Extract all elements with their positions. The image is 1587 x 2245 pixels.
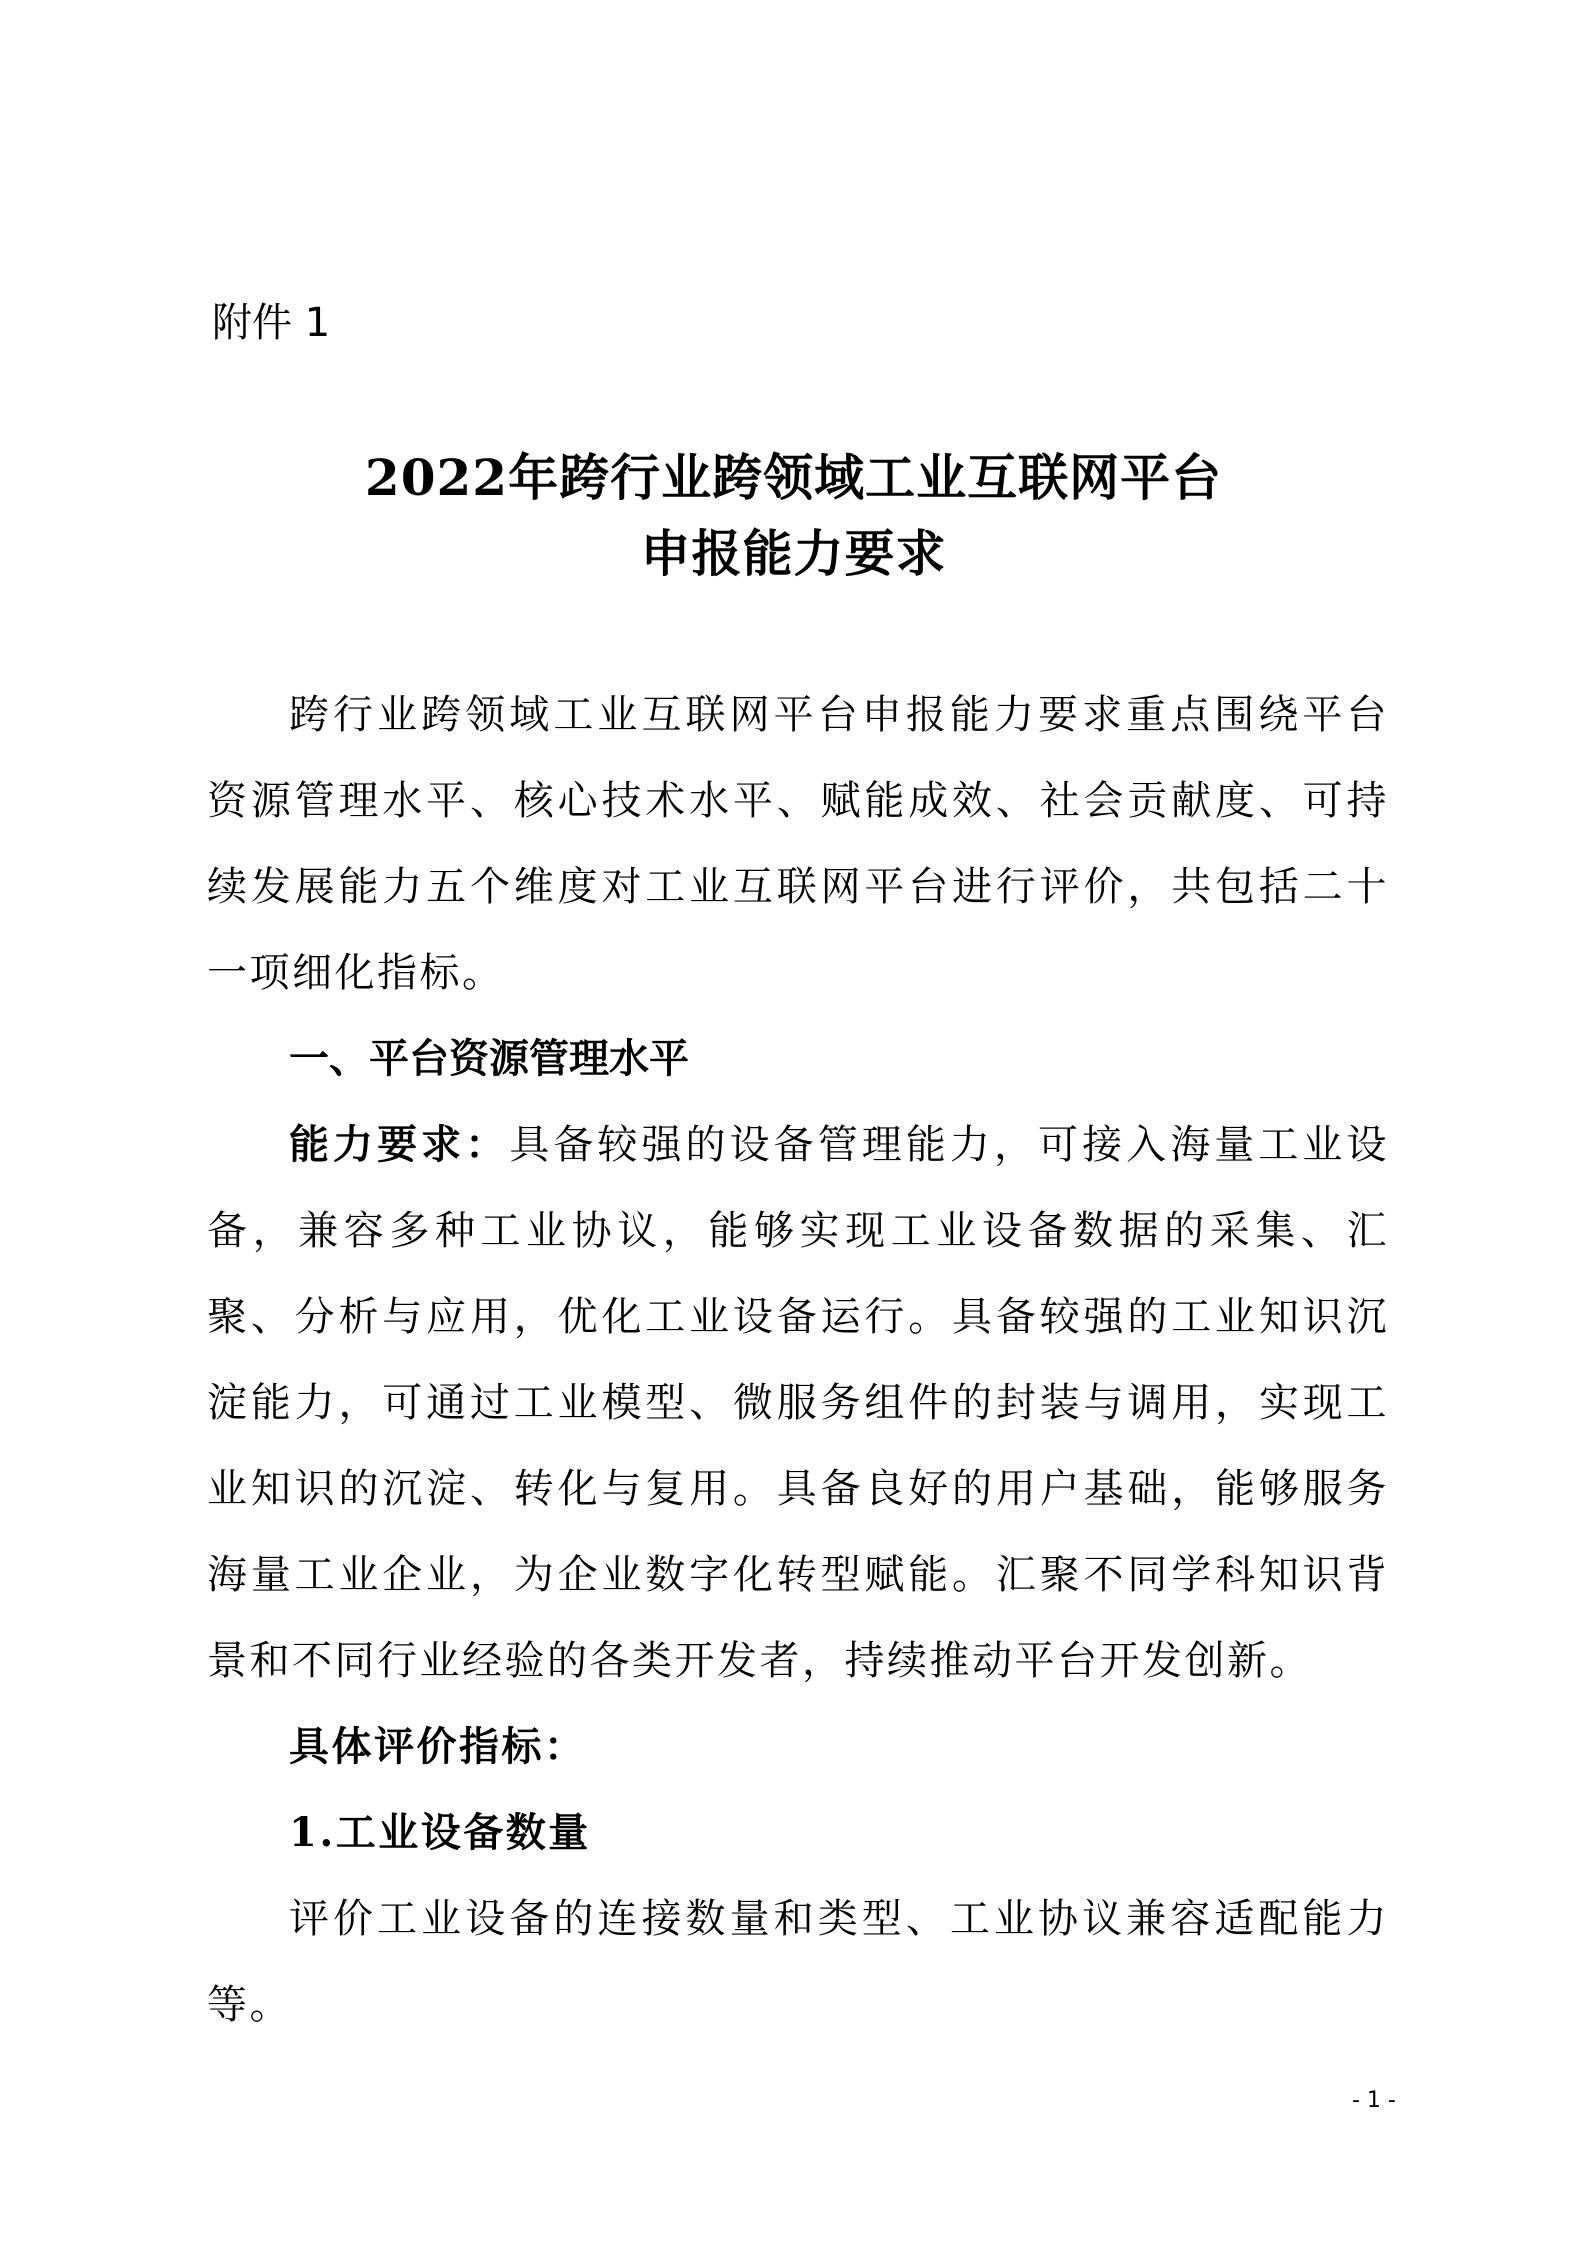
indicator-text: 评价工业设备的连接数量和类型、工业协议兼容适配能力等。	[207, 1896, 1389, 2028]
section-heading: 一、平台资源管理水平	[289, 1036, 689, 1082]
indicators-label: 具体评价指标：	[289, 1723, 587, 1770]
attachment-label: 附件 1	[212, 300, 331, 346]
intro-paragraph: 跨行业跨领域工业互联网平台申报能力要求重点围绕平台资源管理水平、核心技术水平、赋能成效、社会贡献度、可持续发展能力五个维度对工业互联网平台进行评价，共包括二十一项细化指标。	[207, 692, 1389, 996]
title-line-1: 2022年跨行业跨领域工业互联网平台	[364, 448, 1223, 507]
requirement-label: 能力要求：	[289, 1121, 510, 1168]
title-line-2: 申报能力要求	[640, 524, 947, 583]
indicator-title: 1.工业设备数量	[289, 1809, 591, 1856]
requirement-paragraph	[207, 1102, 1389, 1704]
document-title	[0, 440, 1587, 592]
requirement-text: 具备较强的设备管理能力，可接入海量工业设备，兼容多种工业协议，能够实现工业设备数据的采集、汇聚、分析与应用，优化工业设备运行。具备较强的工业知识沉淀能力，可通过工业模型、微服务组件的封装与调用，实现工业知识的沉淀、转化与复用。具备良好的用户基础，能够服务海量工业企业，为企业数字化转型赋能。汇聚不同学科知识背景和不同行业经验的各类开发者，持续推动平台开发创新。	[207, 1122, 1389, 1684]
document-body	[207, 672, 1389, 2048]
page-number: - 1 -	[1352, 2088, 1396, 2113]
